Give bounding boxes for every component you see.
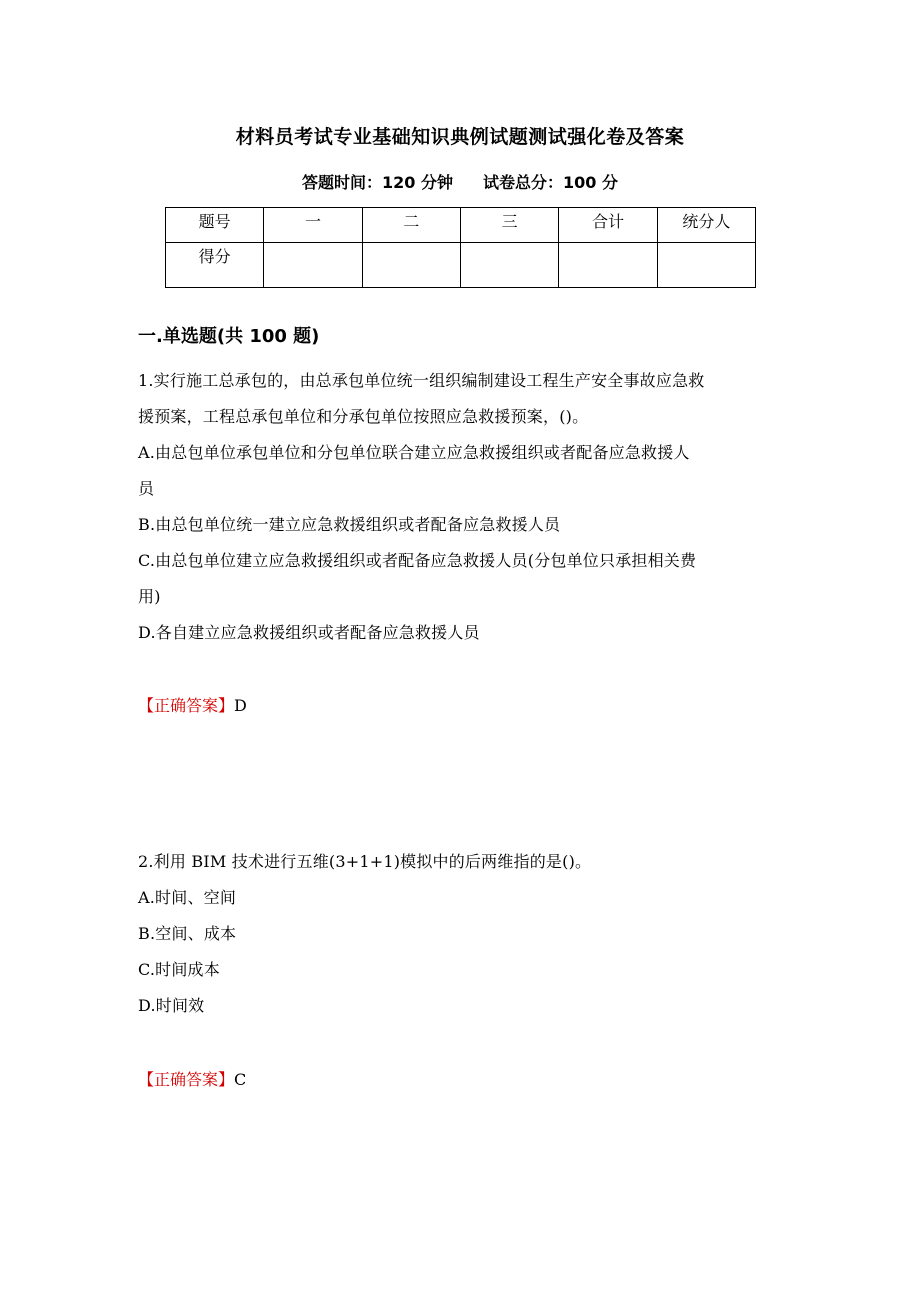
exam-total-score: 试卷总分：100 分 <box>483 173 618 192</box>
question-1-option-b: B.由总包单位统一建立应急救援组织或者配备应急救援人员 <box>138 515 561 534</box>
question-2-option-d: D.时间效 <box>138 996 205 1015</box>
exam-time: 答题时间：120 分钟 <box>302 173 453 192</box>
answer-label: 【正确答案】 <box>138 696 235 715</box>
header-cell-total: 合计 <box>559 208 657 243</box>
section-title: 一.单选题(共 100 题) <box>138 326 320 347</box>
question-2-answer <box>138 1067 246 1090</box>
question-1-option-a-line-1: A.由总包单位承包单位和分包单位联合建立应急救援组织或者配备应急救援人 <box>138 443 690 462</box>
score-cell-part-2 <box>362 243 460 288</box>
document-title: 材料员考试专业基础知识典例试题测试强化卷及答案 <box>235 126 685 148</box>
question-2-option-a: A.时间、空间 <box>138 888 237 907</box>
header-cell-part-2: 二 <box>362 208 460 243</box>
score-cell-scorer <box>657 243 755 288</box>
score-cell-part-3 <box>460 243 558 288</box>
answer-label: 【正确答案】 <box>138 1070 235 1089</box>
question-1-stem-line-2: 援预案，工程总承包单位和分承包单位按照应急救援预案，()。 <box>138 407 589 426</box>
question-1-option-d: D.各自建立应急救援组织或者配备应急救援人员 <box>138 623 480 642</box>
question-1-option-c-line-1: C.由总包单位建立应急救援组织或者配备应急救援人员(分包单位只承担相关费 <box>138 551 697 570</box>
answer-value: D <box>234 696 247 715</box>
question-2-stem: 2.利用 BIM 技术进行五维(3+1+1)模拟中的后两维指的是()。 <box>138 852 592 871</box>
header-cell-scorer: 统分人 <box>657 208 755 243</box>
score-table-score-row <box>166 243 756 288</box>
score-cell-total <box>559 243 657 288</box>
question-2-option-c: C.时间成本 <box>138 960 220 979</box>
score-row-label: 得分 <box>166 243 264 288</box>
question-1-stem-line-1: 1.实行施工总承包的，由总承包单位统一组织编制建设工程生产安全事故应急救 <box>138 371 705 390</box>
question-1-option-c-line-2: 用) <box>138 587 161 606</box>
score-cell-part-1 <box>264 243 362 288</box>
question-1-answer <box>138 693 247 716</box>
header-cell-part-1: 一 <box>264 208 362 243</box>
score-table-header-row <box>166 208 756 243</box>
answer-value: C <box>234 1070 247 1089</box>
question-1-option-a-line-2: 员 <box>138 479 155 498</box>
score-table <box>165 207 756 288</box>
exam-info <box>0 170 920 193</box>
header-cell-question-number: 题号 <box>166 208 264 243</box>
question-2-option-b: B.空间、成本 <box>138 924 237 943</box>
header-cell-part-3: 三 <box>460 208 558 243</box>
